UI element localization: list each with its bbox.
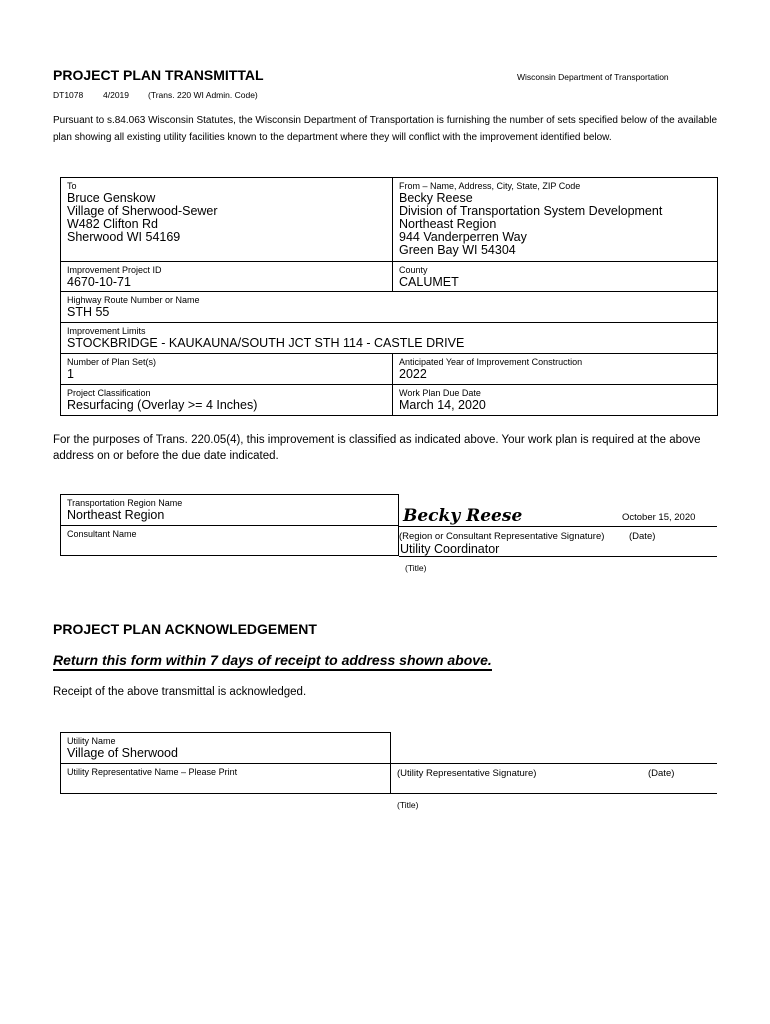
- page-title: PROJECT PLAN TRANSMITTAL: [53, 67, 264, 83]
- utility-name-cell: [61, 733, 390, 760]
- to-cell: [61, 178, 391, 244]
- to-line-2: Village of Sherwood-Sewer: [67, 204, 218, 218]
- utility-signature-caption: (Utility Representative Signature): [397, 768, 537, 779]
- classification-cell: [61, 385, 391, 412]
- form-date: 4/2019: [103, 90, 129, 100]
- signature-date: October 15, 2020: [622, 512, 696, 523]
- construction-year-value: 2022: [399, 367, 427, 381]
- region-label: Transportation Region Name: [67, 498, 183, 508]
- from-line-1: Becky Reese: [399, 191, 473, 205]
- project-id-value: 4670-10-71: [67, 275, 131, 289]
- consultant-cell: [61, 526, 398, 540]
- title-caption: (Title): [405, 563, 427, 573]
- from-line-4: 944 Vanderperren Way: [399, 230, 527, 244]
- project-id-label: Improvement Project ID: [67, 265, 162, 275]
- classification-label: Project Classification: [67, 388, 151, 398]
- receipt-statement: Receipt of the above transmittal is acknowledged.: [53, 686, 307, 698]
- utility-name-value: Village of Sherwood: [67, 746, 178, 760]
- signature-caption: (Region or Consultant Representative Signature): [399, 531, 605, 542]
- acknowledgement-title: PROJECT PLAN ACKNOWLEDGEMENT: [53, 621, 317, 637]
- route-value: STH 55: [67, 305, 110, 319]
- consultant-label: Consultant Name: [67, 529, 137, 539]
- plan-sets-cell: [61, 354, 391, 381]
- title-value: Utility Coordinator: [400, 542, 500, 556]
- representative-signature: Becky Reese: [403, 506, 523, 526]
- county-label: County: [399, 265, 428, 275]
- to-line-1: Bruce Genskow: [67, 191, 156, 205]
- form-id: DT1078: [53, 90, 84, 100]
- county-cell: [393, 262, 717, 289]
- agency-name: Wisconsin Department of Transportation: [517, 72, 669, 82]
- plan-sets-value: 1: [67, 367, 74, 381]
- plan-sets-label: Number of Plan Set(s): [67, 357, 157, 367]
- region-value: Northeast Region: [67, 508, 165, 522]
- return-instruction: Return this form within 7 days of receipt to address shown above.: [53, 652, 492, 671]
- from-cell: [393, 178, 717, 257]
- date-caption: (Date): [629, 531, 656, 542]
- from-line-2: Division of Transportation System Development: [399, 204, 663, 218]
- purpose-paragraph: For the purposes of Trans. 220.05(4), this improvement is classified as indicated above. Your work plan is required at the above address on or before the due date indicated.: [53, 434, 701, 462]
- utility-name-label: Utility Name: [67, 736, 116, 746]
- utility-table: [60, 732, 391, 794]
- route-label: Highway Route Number or Name: [67, 295, 200, 305]
- construction-year-label: Anticipated Year of Improvement Construction: [399, 357, 583, 367]
- to-line-3: W482 Clifton Rd: [67, 217, 159, 231]
- due-date-value: March 14, 2020: [399, 398, 486, 412]
- limits-cell: [61, 323, 717, 350]
- classification-value: Resurfacing (Overlay >= 4 Inches): [67, 398, 258, 412]
- route-cell: [61, 292, 717, 319]
- county-value: CALUMET: [399, 275, 459, 289]
- from-label: From – Name, Address, City, State, ZIP Code: [399, 181, 581, 191]
- project-id-cell: [61, 262, 391, 289]
- limits-label: Improvement Limits: [67, 326, 146, 336]
- utility-title-caption: (Title): [397, 800, 419, 810]
- limits-value: STOCKBRIDGE - KAUKAUNA/SOUTH JCT STH 114 - CASTLE DRIVE: [67, 336, 465, 350]
- intro-paragraph: Pursuant to s.84.063 Wisconsin Statutes, the Wisconsin Department of Transportation is furnishing the number of sets specified below of the available plan showing all existing utility facilities known to the department where they will conflict with the improvement identified below.: [53, 115, 717, 143]
- code-reference: (Trans. 220 WI Admin. Code): [148, 90, 258, 100]
- representative-name-label: Utility Representative Name – Please Print: [67, 767, 238, 777]
- due-date-label: Work Plan Due Date: [399, 388, 481, 398]
- from-line-5: Green Bay WI 54304: [399, 243, 516, 257]
- to-line-4: Sherwood WI 54169: [67, 230, 181, 244]
- from-line-3: Northeast Region: [399, 217, 497, 231]
- region-table: [60, 494, 399, 556]
- project-form-table: [60, 177, 718, 416]
- region-cell: [61, 495, 398, 522]
- representative-name-cell[interactable]: [61, 764, 390, 778]
- construction-year-cell: [393, 354, 717, 381]
- due-date-cell: [393, 385, 717, 412]
- utility-date-caption: (Date): [648, 768, 675, 779]
- to-label: To: [67, 181, 77, 191]
